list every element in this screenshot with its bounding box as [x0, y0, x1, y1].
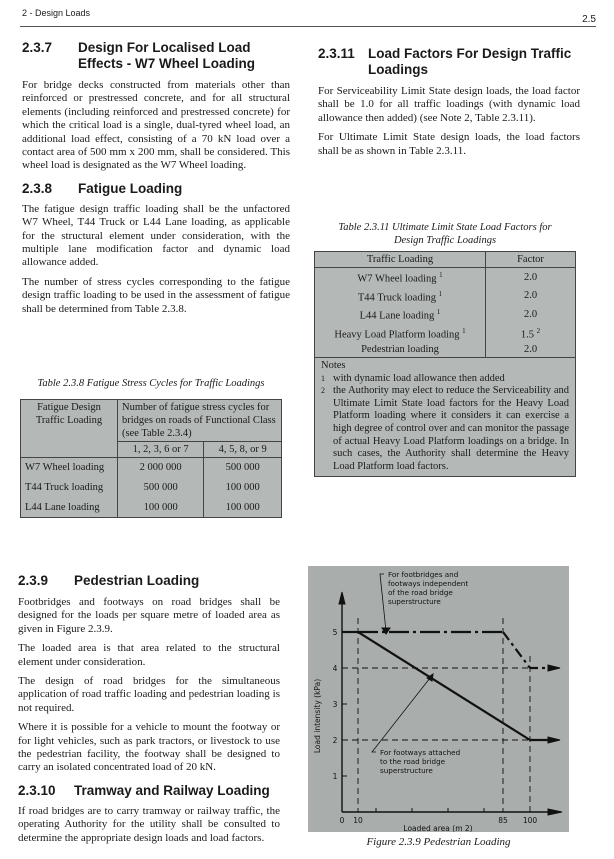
svg-text:1: 1 — [332, 772, 338, 781]
note-text: the Authority may elect to reduce the Serviceability and Ultimate Limit State load factors for the Heavy Load Platform loading where it considers it can exercise a high degree of control over and can monitor the passage of actual Heavy Load Platform loadings on a bridge. In such cases, the Authority shall determine the Heavy Load Platform load factors. — [333, 385, 569, 472]
section-number: 2.3.11 — [318, 46, 355, 61]
note-number: 1 — [321, 373, 325, 383]
group-header: Number of fatigue stress cycles for bridges on roads of Functional Class (see Table 2.3.4) — [118, 400, 282, 442]
svg-text:superstructure: superstructure — [380, 766, 433, 775]
table-row — [315, 324, 576, 343]
pedestrian-loading-chart — [308, 566, 569, 832]
sub-header: 4, 5, 8, or 9 — [204, 442, 282, 458]
table-2-3-8-block — [20, 377, 282, 518]
x-axis-label: Loaded area (m 2) — [403, 824, 473, 832]
column-header: Traffic Loading — [315, 252, 486, 268]
cell: 100 000 — [204, 498, 282, 518]
svg-text:4: 4 — [332, 664, 338, 673]
svg-text:For footways attached: For footways attached — [380, 748, 461, 757]
svg-text:superstructure: superstructure — [388, 597, 441, 606]
table-caption: Table 2.3.8 Fatigue Stress Cycles for Traffic Loadings — [37, 378, 265, 389]
cell: 100 000 — [204, 478, 282, 498]
annotation-leader-bottom — [372, 678, 430, 752]
table-row — [21, 458, 282, 478]
load-factor-table — [314, 251, 576, 358]
paragraph: The number of stress cycles corresponding to the fatigue design traffic loading to be used in the assessment of fatigue shall be determined from Table 2.3.8. — [22, 275, 290, 315]
row-label: Pedestrian loading — [361, 344, 439, 355]
svg-text:2: 2 — [332, 736, 338, 745]
note-text: with dynamic load allowance then added — [333, 372, 505, 384]
page-header — [20, 6, 596, 27]
section-number: 2.3.10 — [18, 782, 56, 798]
row-label: Heavy Load Platform loading — [334, 329, 460, 340]
svg-text:For footbridges and: For footbridges and — [388, 570, 459, 579]
svg-text:3: 3 — [332, 700, 338, 709]
y-axis-label: Load intensity (kPa) — [313, 678, 322, 754]
section-title: Design For Localised Load Effects - W7 Wheel Loading — [78, 40, 256, 71]
note-number: 2 — [321, 386, 325, 396]
page-number: 2.5 — [582, 14, 596, 25]
row-label: T44 Truck loading — [357, 292, 437, 303]
paragraph: If road bridges are to carry tramway or railway traffic, the operating Authority for the utility shall be consulted to determine the appropriate design loads and load factors. — [18, 804, 280, 844]
section-heading-2-3-8 — [22, 181, 290, 197]
reference-lines — [342, 618, 530, 812]
figure-caption: Figure 2.3.9 Pedestrian Loading — [366, 836, 511, 848]
paragraph: The loaded area is that area related to the structural element under consideration. — [18, 642, 280, 668]
svg-text:to the road bridge: to the road bridge — [380, 757, 446, 766]
note — [321, 385, 569, 473]
svg-text:0: 0 — [339, 816, 345, 825]
paragraph: Footbridges and footways on road bridges shall be designed for the loads per square metre of loaded area as given in Figure 2.3.9. — [18, 596, 280, 635]
svg-text:85: 85 — [498, 816, 508, 825]
cell: 2.0 — [486, 287, 576, 306]
column-header: Factor — [486, 252, 576, 268]
section-heading-2-3-11 — [318, 46, 580, 78]
section-number: 2.3.8 — [22, 180, 53, 196]
cell: 2.0 — [486, 305, 576, 324]
x-axis-arrow — [548, 809, 562, 815]
paragraph: The fatigue design traffic loading shall be the unfactored W7 Wheel, T44 Truck or L44 Lane loading, as applicable for the structural element under consideration, with the multiple lane modification factor and dynamic load allowance added. — [22, 202, 290, 269]
footnote-ref: 1 — [462, 326, 466, 335]
y-tick-labels — [333, 628, 338, 781]
column-header: Fatigue Design Traffic Loading — [21, 400, 118, 458]
section-heading-2-3-10 — [18, 783, 280, 799]
row-label: T44 Truck loading — [21, 478, 118, 498]
row-label: W7 Wheel loading — [21, 458, 118, 478]
paragraph: For Ultimate Limit State design loads, the load factors shall be as shown in Table 2.3.11. — [318, 131, 580, 157]
row-label: L44 Lane loading — [359, 310, 435, 322]
table-caption: Table 2.3.11 Ultimate Limit State Load Factors for Design Traffic Loadings — [338, 222, 552, 246]
y-axis-arrow — [339, 592, 345, 604]
table-row — [315, 268, 576, 287]
annotation-bottom — [380, 748, 460, 775]
annotation-top — [388, 570, 468, 606]
table-row — [315, 342, 576, 358]
section-title: Fatigue Loading — [78, 180, 183, 196]
section-number: 2.3.7 — [22, 40, 53, 55]
cell: 2.0 — [486, 342, 576, 358]
section-heading-2-3-7 — [22, 40, 290, 72]
svg-text:footways independent: footways independent — [388, 579, 469, 588]
svg-text:5: 5 — [332, 628, 338, 637]
notes-title: Notes — [321, 360, 346, 371]
svg-text:10: 10 — [353, 816, 363, 825]
fatigue-table — [20, 399, 282, 518]
section-title: Load Factors For Design Traffic Loadings — [368, 46, 572, 77]
cell: 100 000 — [118, 498, 204, 518]
chart-svg — [308, 566, 569, 832]
cell: 500 000 — [118, 478, 204, 498]
table-row — [21, 478, 282, 498]
footnote-ref: 1 — [438, 289, 443, 298]
section-number: 2.3.9 — [18, 573, 49, 588]
paragraph: For bridge decks constructed from materials other than reinforced or prestressed concrete, and for all structural elements (including reinforced and prestressed concrete) for which the critical load is a single, dual-tyred wheel load, an additional load effect, consisting of a 70 kN load over a contact area of 500 mm x 200 mm, shall be considered. This wheel load is designated as the W7 Wheel loading. — [22, 79, 290, 172]
cell: 1.5 — [520, 329, 534, 340]
paragraph: Where it is possible for a vehicle to mount the footway or for light vehicles, such as park tractors, or livestock to use the pedestrian facility, the footway shall be designed to carry an isolated concentrated load of 20 kN. — [18, 721, 280, 774]
row-label: W7 Wheel loading — [357, 273, 437, 285]
row-label: L44 Lane loading — [21, 498, 118, 518]
paragraph: The design of road bridges for the simultaneous application of road traffic loading and pedestrian loading is not required. — [18, 675, 280, 714]
section-heading-2-3-9 — [18, 573, 280, 589]
svg-text:of the road bridge: of the road bridge — [388, 588, 453, 597]
section-title: Tramway and Railway Loading — [74, 782, 270, 798]
table-row — [315, 287, 576, 306]
table-row — [315, 305, 576, 324]
table-row — [21, 498, 282, 518]
table-notes — [314, 358, 576, 477]
right-column — [318, 46, 580, 164]
cell: 2.0 — [486, 268, 576, 287]
sub-header: 1, 2, 3, 6 or 7 — [118, 442, 204, 458]
cell: 2 000 000 — [118, 458, 204, 478]
paragraph: For Serviceability Limit State design loads, the load factor shall be 1.0 for all traffic loadings (with dynamic load allowance then added) (see Note 2, Table 2.3.11). — [318, 85, 580, 124]
annotation-leader-top — [380, 574, 386, 631]
chapter-title: 2 - Design Loads — [22, 8, 91, 18]
left-column — [22, 40, 290, 322]
cell: 500 000 — [204, 458, 282, 478]
svg-text:100: 100 — [522, 816, 538, 825]
table-2-3-11-block — [314, 221, 576, 477]
footnote-ref: 2 — [536, 326, 541, 335]
footnote-ref: 1 — [439, 271, 443, 279]
series-attached-footways — [358, 632, 552, 740]
note — [321, 373, 569, 386]
left-column-lower — [18, 573, 280, 851]
section-title: Pedestrian Loading — [74, 573, 200, 588]
footnote-ref: 1 — [436, 308, 441, 316]
series-independent-footbridges — [342, 632, 552, 668]
